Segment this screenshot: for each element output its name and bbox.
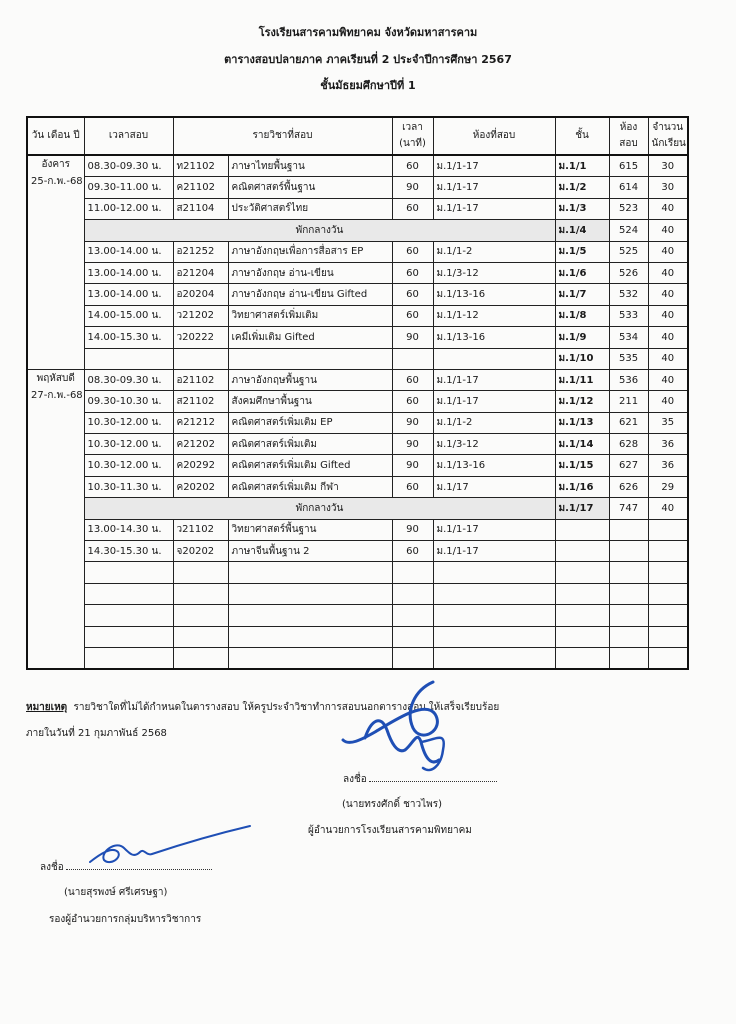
subject-code-cell: ว20222 <box>173 327 228 348</box>
subject-code-cell <box>173 626 228 647</box>
students-cell <box>648 583 688 604</box>
duration-cell: 60 <box>392 241 433 262</box>
subject-name-cell: ภาษาอังกฤษเพื่อการสื่อสาร EP <box>228 241 392 262</box>
table-row <box>27 284 688 305</box>
students-cell: 29 <box>648 476 688 497</box>
subject-code-cell: อ21252 <box>173 241 228 262</box>
subject-code-cell: ว21202 <box>173 305 228 326</box>
subject-name-cell: สังคมศึกษาพื้นฐาน <box>228 391 392 412</box>
duration-cell: 60 <box>392 541 433 562</box>
table-row <box>27 412 688 433</box>
room-cell: 627 <box>609 455 648 476</box>
duration-cell: 60 <box>392 476 433 497</box>
col-class: ชั้น <box>555 117 609 155</box>
table-row <box>27 305 688 326</box>
table-row <box>27 541 688 562</box>
time-cell <box>84 647 173 669</box>
duration-cell: 60 <box>392 198 433 219</box>
class-cell: ม.1/2 <box>555 177 609 198</box>
students-cell: 40 <box>648 241 688 262</box>
time-cell <box>84 626 173 647</box>
time-cell: 10.30-12.00 น. <box>84 412 173 433</box>
table-row <box>27 626 688 647</box>
remark-label: หมายเหตุ <box>26 702 68 713</box>
table-row <box>27 647 688 669</box>
subject-name-cell: วิทยาศาสตร์พื้นฐาน <box>228 519 392 540</box>
duration-cell <box>392 583 433 604</box>
time-cell: 13.00-14.00 น. <box>84 284 173 305</box>
subject-name-cell: คณิตศาสตร์เพิ่มเติม กีฬา <box>228 476 392 497</box>
table-row <box>27 562 688 583</box>
room-cell <box>609 647 648 669</box>
principal-signature <box>335 670 515 780</box>
class-cell <box>555 605 609 626</box>
exam-room-cell: ม.1/1-17 <box>433 369 555 390</box>
day-date: 27-ก.พ.-68 <box>31 389 83 401</box>
room-cell: 534 <box>609 327 648 348</box>
duration-cell: 60 <box>392 284 433 305</box>
exam-room-cell: ม.1/1-12 <box>433 305 555 326</box>
students-cell: 40 <box>648 498 688 519</box>
room-cell: 526 <box>609 262 648 283</box>
duration-cell: 60 <box>392 262 433 283</box>
class-cell: ม.1/16 <box>555 476 609 497</box>
time-cell: 13.00-14.00 น. <box>84 241 173 262</box>
subject-name-cell <box>228 626 392 647</box>
time-cell: 14.00-15.00 น. <box>84 305 173 326</box>
exam-room-cell <box>433 562 555 583</box>
subject-code-cell: จ20202 <box>173 541 228 562</box>
exam-room-cell <box>433 626 555 647</box>
room-cell <box>609 562 648 583</box>
table-row <box>27 369 688 390</box>
table-row <box>27 519 688 540</box>
table-row <box>27 583 688 604</box>
subject-name-cell <box>228 562 392 583</box>
remark-text: รายวิชาใดที่ไม่ได้กำหนดในตารางสอบ ให้ครูประจำวิชาทำการสอบนอกตารางสอบ ให้เสร็จเรียบร้อย <box>73 702 500 713</box>
table-row <box>27 476 688 497</box>
remark-deadline: ภายในวันที่ 21 กุมภาพันธ์ 2568 <box>26 728 167 739</box>
duration-cell: 60 <box>392 155 433 177</box>
day-name: พฤหัสบดี <box>36 372 75 384</box>
duration-cell <box>392 562 433 583</box>
students-cell: 40 <box>648 369 688 390</box>
subject-name-cell: ภาษาอังกฤษ อ่าน-เขียน Gifted <box>228 284 392 305</box>
subject-code-cell: อ20204 <box>173 284 228 305</box>
time-cell: 13.00-14.00 น. <box>84 262 173 283</box>
room-cell: 536 <box>609 369 648 390</box>
exam-room-cell: ม.1/1-17 <box>433 391 555 412</box>
time-cell <box>84 348 173 369</box>
subject-name-cell: คณิตศาสตร์เพิ่มเติม <box>228 434 392 455</box>
students-cell: 30 <box>648 177 688 198</box>
duration-cell <box>392 605 433 626</box>
duration-cell: 90 <box>392 177 433 198</box>
duration-cell: 90 <box>392 412 433 433</box>
students-cell: 40 <box>648 391 688 412</box>
room-cell <box>609 519 648 540</box>
time-cell: 13.00-14.30 น. <box>84 519 173 540</box>
time-cell: 09.30-11.00 น. <box>84 177 173 198</box>
subject-name-cell: คณิตศาสตร์พื้นฐาน <box>228 177 392 198</box>
duration-cell: 90 <box>392 434 433 455</box>
duration-cell: 90 <box>392 455 433 476</box>
subject-code-cell: ส21104 <box>173 198 228 219</box>
deputy-sign-line <box>40 859 212 875</box>
subject-name-cell: คณิตศาสตร์เพิ่มเติม Gifted <box>228 455 392 476</box>
subject-name-cell <box>228 647 392 669</box>
class-cell <box>555 541 609 562</box>
class-cell: ม.1/9 <box>555 327 609 348</box>
subject-name-cell: วิทยาศาสตร์เพิ่มเติม <box>228 305 392 326</box>
time-cell: 08.30-09.30 น. <box>84 369 173 390</box>
table-row <box>27 177 688 198</box>
class-cell: ม.1/7 <box>555 284 609 305</box>
time-cell <box>84 583 173 604</box>
students-cell <box>648 541 688 562</box>
table-row <box>27 434 688 455</box>
exam-room-cell <box>433 583 555 604</box>
room-cell: 614 <box>609 177 648 198</box>
room-cell: 626 <box>609 476 648 497</box>
duration-cell: 60 <box>392 391 433 412</box>
exam-room-cell: ม.1/1-17 <box>433 541 555 562</box>
day-cell-1 <box>27 155 84 369</box>
exam-room-cell: ม.1/13-16 <box>433 327 555 348</box>
table-row <box>27 155 688 177</box>
table-row <box>27 241 688 262</box>
class-cell: ม.1/11 <box>555 369 609 390</box>
exam-room-cell: ม.1/3-12 <box>433 434 555 455</box>
col-subject: รายวิชาที่สอบ <box>173 117 392 155</box>
subject-code-cell: ค20292 <box>173 455 228 476</box>
subject-code-cell <box>173 647 228 669</box>
break-row <box>27 498 688 519</box>
principal-title: ผู้อำนวยการโรงเรียนสารคามพิทยาคม <box>308 825 472 836</box>
class-cell: ม.1/8 <box>555 305 609 326</box>
room-cell: 535 <box>609 348 648 369</box>
room-cell: 628 <box>609 434 648 455</box>
students-cell <box>648 647 688 669</box>
time-cell: 10.30-12.00 น. <box>84 455 173 476</box>
subject-name-cell: ภาษาอังกฤษ อ่าน-เขียน <box>228 262 392 283</box>
time-cell <box>84 605 173 626</box>
exam-room-cell: ม.1/1-2 <box>433 241 555 262</box>
room-cell: 615 <box>609 155 648 177</box>
room-cell: 747 <box>609 498 648 519</box>
grade-level: ชั้นมัธยมศึกษาปีที่ 1 <box>320 79 416 92</box>
subject-code-cell: ว21102 <box>173 519 228 540</box>
class-cell: ม.1/4 <box>555 220 609 241</box>
dotted-line <box>369 771 497 782</box>
class-cell: ม.1/1 <box>555 155 609 177</box>
time-cell: 11.00-12.00 น. <box>84 198 173 219</box>
time-cell: 10.30-12.00 น. <box>84 434 173 455</box>
room-cell: 523 <box>609 198 648 219</box>
document-title: ตารางสอบปลายภาค ภาคเรียนที่ 2 ประจำปีการศึกษา 2567 <box>224 53 512 66</box>
class-cell: ม.1/10 <box>555 348 609 369</box>
day-cell-2 <box>27 369 84 669</box>
subject-name-cell: คณิตศาสตร์เพิ่มเติม EP <box>228 412 392 433</box>
exam-room-cell <box>433 605 555 626</box>
subject-code-cell: ค21212 <box>173 412 228 433</box>
class-cell: ม.1/14 <box>555 434 609 455</box>
table-body <box>27 155 688 669</box>
duration-cell: 60 <box>392 369 433 390</box>
col-duration: เวลา (นาที) <box>392 117 433 155</box>
col-students: จำนวนนักเรียน <box>648 117 688 155</box>
subject-code-cell <box>173 583 228 604</box>
subject-code-cell: ค20202 <box>173 476 228 497</box>
students-cell <box>648 519 688 540</box>
students-cell <box>648 562 688 583</box>
class-cell <box>555 562 609 583</box>
table-row <box>27 455 688 476</box>
break-row <box>27 220 688 241</box>
room-cell <box>609 541 648 562</box>
students-cell <box>648 626 688 647</box>
exam-room-cell: ม.1/13-16 <box>433 455 555 476</box>
subject-code-cell: อ21102 <box>173 369 228 390</box>
class-cell: ม.1/3 <box>555 198 609 219</box>
duration-cell: 90 <box>392 519 433 540</box>
deputy-name: (นายสุรพงษ์ ศรีเศรษฐา) <box>64 887 168 898</box>
room-cell: 533 <box>609 305 648 326</box>
students-cell: 36 <box>648 455 688 476</box>
time-cell: 08.30-09.30 น. <box>84 155 173 177</box>
deputy-title: รองผู้อำนวยการกลุ่มบริหารวิชาการ <box>49 914 202 925</box>
time-cell: 10.30-11.30 น. <box>84 476 173 497</box>
class-cell: ม.1/6 <box>555 262 609 283</box>
exam-room-cell: ม.1/17 <box>433 476 555 497</box>
exam-room-cell: ม.1/1-17 <box>433 198 555 219</box>
time-cell: 09.30-10.30 น. <box>84 391 173 412</box>
exam-room-cell <box>433 348 555 369</box>
exam-room-cell: ม.1/1-17 <box>433 177 555 198</box>
exam-room-cell: ม.1/13-16 <box>433 284 555 305</box>
subject-name-cell <box>228 605 392 626</box>
duration-cell <box>392 647 433 669</box>
subject-name-cell: ภาษาอังกฤษพื้นฐาน <box>228 369 392 390</box>
table-row <box>27 605 688 626</box>
duration-cell: 60 <box>392 305 433 326</box>
class-cell <box>555 626 609 647</box>
students-cell <box>648 605 688 626</box>
subject-code-cell <box>173 562 228 583</box>
students-cell: 36 <box>648 434 688 455</box>
subject-code-cell: ค21102 <box>173 177 228 198</box>
class-cell <box>555 519 609 540</box>
time-cell: 14.00-15.30 น. <box>84 327 173 348</box>
room-cell <box>609 583 648 604</box>
table-row <box>27 391 688 412</box>
students-cell: 40 <box>648 198 688 219</box>
subject-code-cell: ส21102 <box>173 391 228 412</box>
subject-name-cell <box>228 583 392 604</box>
deputy-sign-label: ลงชื่อ <box>40 862 64 873</box>
col-room: ห้องสอบ <box>609 117 648 155</box>
table-row <box>27 327 688 348</box>
class-cell <box>555 647 609 669</box>
table-row <box>27 262 688 283</box>
students-cell: 40 <box>648 262 688 283</box>
students-cell: 30 <box>648 155 688 177</box>
subject-name-cell: เคมีเพิ่มเติม Gifted <box>228 327 392 348</box>
duration-cell <box>392 626 433 647</box>
room-cell <box>609 626 648 647</box>
exam-room-cell: ม.1/1-17 <box>433 519 555 540</box>
room-cell: 525 <box>609 241 648 262</box>
duration-cell <box>392 348 433 369</box>
students-cell: 40 <box>648 348 688 369</box>
students-cell: 40 <box>648 284 688 305</box>
school-name: โรงเรียนสารคามพิทยาคม จังหวัดมหาสารคาม <box>258 26 478 39</box>
students-cell: 40 <box>648 305 688 326</box>
principal-sign-line <box>343 771 497 787</box>
room-cell: 211 <box>609 391 648 412</box>
students-cell: 40 <box>648 220 688 241</box>
exam-room-cell: ม.1/1-17 <box>433 155 555 177</box>
lunch-break-label: พักกลางวัน <box>84 220 555 241</box>
subject-name-cell: ภาษาจีนพื้นฐาน 2 <box>228 541 392 562</box>
class-cell <box>555 583 609 604</box>
col-day: วัน เดือน ปี <box>27 117 84 155</box>
table-row <box>27 198 688 219</box>
dotted-line <box>66 859 212 870</box>
students-cell: 40 <box>648 327 688 348</box>
class-cell: ม.1/15 <box>555 455 609 476</box>
subject-code-cell <box>173 605 228 626</box>
class-cell: ม.1/5 <box>555 241 609 262</box>
principal-name: (นายทรงศักดิ์ ชาวไพร) <box>342 799 443 810</box>
exam-room-cell <box>433 647 555 669</box>
students-cell: 35 <box>648 412 688 433</box>
room-cell: 524 <box>609 220 648 241</box>
subject-code-cell: ท21102 <box>173 155 228 177</box>
time-cell: 14.30-15.30 น. <box>84 541 173 562</box>
subject-code-cell: ค21202 <box>173 434 228 455</box>
lunch-break-label: พักกลางวัน <box>84 498 555 519</box>
room-cell <box>609 605 648 626</box>
exam-room-cell: ม.1/1-2 <box>433 412 555 433</box>
subject-name-cell: ภาษาไทยพื้นฐาน <box>228 155 392 177</box>
col-exam-room: ห้องที่สอบ <box>433 117 555 155</box>
room-cell: 532 <box>609 284 648 305</box>
subject-code-cell <box>173 348 228 369</box>
col-time: เวลาสอบ <box>84 117 173 155</box>
table-row <box>27 348 688 369</box>
class-cell: ม.1/13 <box>555 412 609 433</box>
subject-name-cell <box>228 348 392 369</box>
principal-sign-label: ลงชื่อ <box>343 774 367 785</box>
class-cell: ม.1/12 <box>555 391 609 412</box>
day-date: 25-ก.พ.-68 <box>31 176 83 187</box>
exam-schedule-table <box>26 116 689 670</box>
table-header-row <box>27 117 688 155</box>
day-name: อังคาร <box>41 159 71 170</box>
time-cell <box>84 562 173 583</box>
room-cell: 621 <box>609 412 648 433</box>
subject-name-cell: ประวัติศาสตร์ไทย <box>228 198 392 219</box>
duration-cell: 90 <box>392 327 433 348</box>
subject-code-cell: อ21204 <box>173 262 228 283</box>
class-cell: ม.1/17 <box>555 498 609 519</box>
exam-room-cell: ม.1/3-12 <box>433 262 555 283</box>
